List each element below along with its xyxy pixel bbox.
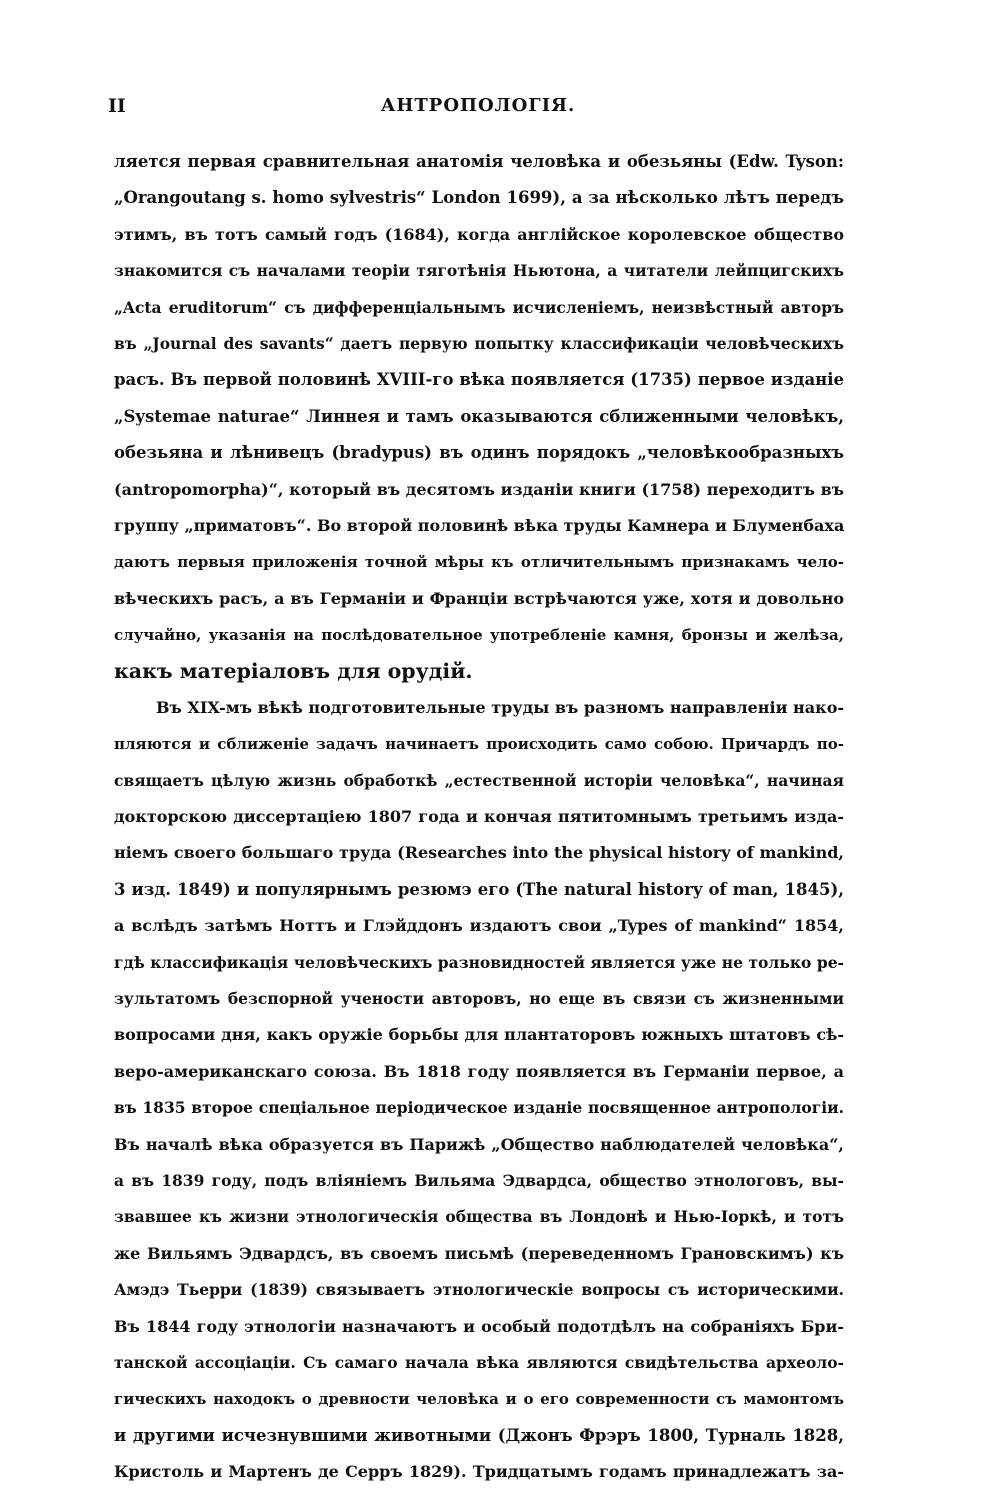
text-line: вѣческихъ расъ, а въ Германіи и Франціи встрѣчаются уже, хотя и довольно bbox=[114, 588, 844, 608]
text-line: зультатомъ безспорной учености авторовъ, но еще въ связи съ жизненными bbox=[114, 988, 844, 1008]
text-line: 3 изд. 1849) и популярнымъ резюмэ его (The natural history of man, 1845), bbox=[114, 879, 844, 899]
text-line: „Orangoutang s. homo sylvestris“ London 1699), а за нѣсколько лѣтъ передъ bbox=[114, 188, 844, 208]
text-line: пляются и сближеніе задачъ начинаетъ происходить само собою. Причардъ по- bbox=[114, 735, 844, 754]
text-line: гдѣ классификація человѣческихъ разновидностей является уже не только ре- bbox=[114, 952, 844, 972]
text-line: звавшее къ жизни этнологическія общества въ Лондонѣ и Нью-Іоркѣ, и тотъ bbox=[114, 1207, 844, 1227]
text-line: Въ началѣ вѣка образуется въ Парижѣ „Общество наблюдателей человѣка“, bbox=[114, 1134, 844, 1154]
paragraph-1 bbox=[114, 144, 844, 690]
text-line: Въ XIX-мъ вѣкѣ подготовительные труды въ разномъ направленіи нако- bbox=[156, 697, 844, 717]
text-line: а вслѣдъ затѣмъ Ноттъ и Глэйддонъ издаютъ свои „Types of mankind“ 1854, bbox=[114, 916, 844, 936]
text-line: докторскою диссертаціею 1807 года и кончая пятитомнымъ третьимъ изда- bbox=[114, 807, 844, 827]
running-title: АНТРОПОЛОГІЯ. bbox=[380, 95, 576, 116]
body-text bbox=[114, 144, 844, 1490]
text-line: „Acta eruditorum“ съ дифференціальнымъ исчисленіемъ, неизвѣстный авторъ bbox=[114, 297, 844, 317]
text-line: въ 1835 второе спеціальное періодическое изданіе посвященное антропологіи. bbox=[114, 1098, 844, 1118]
text-line: а въ 1839 году, подъ вліяніемъ Вильяма Эдвардса, общество этнологовъ, вы- bbox=[114, 1170, 844, 1190]
text-line: этимъ, въ тотъ самый годъ (1684), когда англійское королевское общество bbox=[114, 224, 844, 244]
text-line: ніемъ своего большаго труда (Researches into the physical history of mankind, bbox=[114, 843, 844, 863]
text-line: свящаетъ цѣлую жизнь обработкѣ „естественной исторіи человѣка“, начиная bbox=[114, 770, 844, 790]
text-line: танской ассоціаціи. Съ самаго начала вѣка являются свидѣтельства археоло- bbox=[114, 1352, 844, 1372]
text-line: ляется первая сравнительная анатомія человѣка и обезьяны (Edw. Tyson: bbox=[114, 152, 844, 171]
text-line: какъ матеріаловъ для орудій. bbox=[114, 659, 473, 684]
page-header bbox=[108, 95, 848, 125]
text-line: Въ 1844 году этнологіи назначаютъ и особый подотдѣлъ на собраніяхъ Бри- bbox=[114, 1316, 844, 1336]
page-number: II bbox=[108, 95, 126, 117]
text-line: расъ. Въ первой половинѣ XVIII-го вѣка появляется (1735) первое изданіе bbox=[114, 370, 844, 390]
text-line: въ „Journal des savants“ даетъ первую попытку классификаціи человѣческихъ bbox=[114, 333, 844, 353]
text-line: группу „приматовъ“. Во второй половинѣ вѣка труды Камнера и Блуменбаха bbox=[114, 515, 844, 535]
text-line: гическихъ находокъ о древности человѣка и о его современности съ мамонтомъ bbox=[114, 1390, 844, 1409]
paragraph-2 bbox=[114, 690, 844, 1490]
text-line: обезьяна и лѣнивецъ (bradypus) въ одинъ порядокъ „человѣкообразныхъ bbox=[114, 443, 844, 463]
text-line: веро-американскаго союза. Въ 1818 году появляется въ Германіи первое, а bbox=[114, 1061, 844, 1081]
text-line: вопросами дня, какъ оружіе борьбы для плантаторовъ южныхъ штатовъ сѣ- bbox=[114, 1025, 844, 1045]
text-line: Кристоль и Мартенъ де Серръ 1829). Тридцатымъ годамъ принадлежатъ за- bbox=[114, 1462, 844, 1482]
text-line: же Вильямъ Эдвардсъ, въ своемъ письмѣ (переведенномъ Грановскимъ) къ bbox=[114, 1243, 844, 1263]
text-line: Амэдэ Тьерри (1839) связываетъ этнологическіе вопросы съ историческими. bbox=[114, 1280, 844, 1300]
text-line: „Systemae naturae“ Линнея и тамъ оказываются сближенными человѣкъ, bbox=[114, 406, 844, 426]
text-line: (antropomorpha)“, который въ десятомъ изданіи книги (1758) переходитъ въ bbox=[114, 479, 844, 499]
text-line: и другими исчезнувшими животными (Джонъ Фрэръ 1800, Турналь 1828, bbox=[114, 1425, 844, 1445]
text-line: даютъ первыя приложенія точной мѣры къ отличительнымъ признакамъ чело- bbox=[114, 553, 844, 572]
text-line: случайно, указанія на послѣдовательное употребленіе камня, бронзы и желѣза, bbox=[114, 626, 844, 645]
text-line: знакомится съ началами теоріи тяготѣнія Ньютона, а читатели лейпцигскихъ bbox=[114, 261, 844, 281]
